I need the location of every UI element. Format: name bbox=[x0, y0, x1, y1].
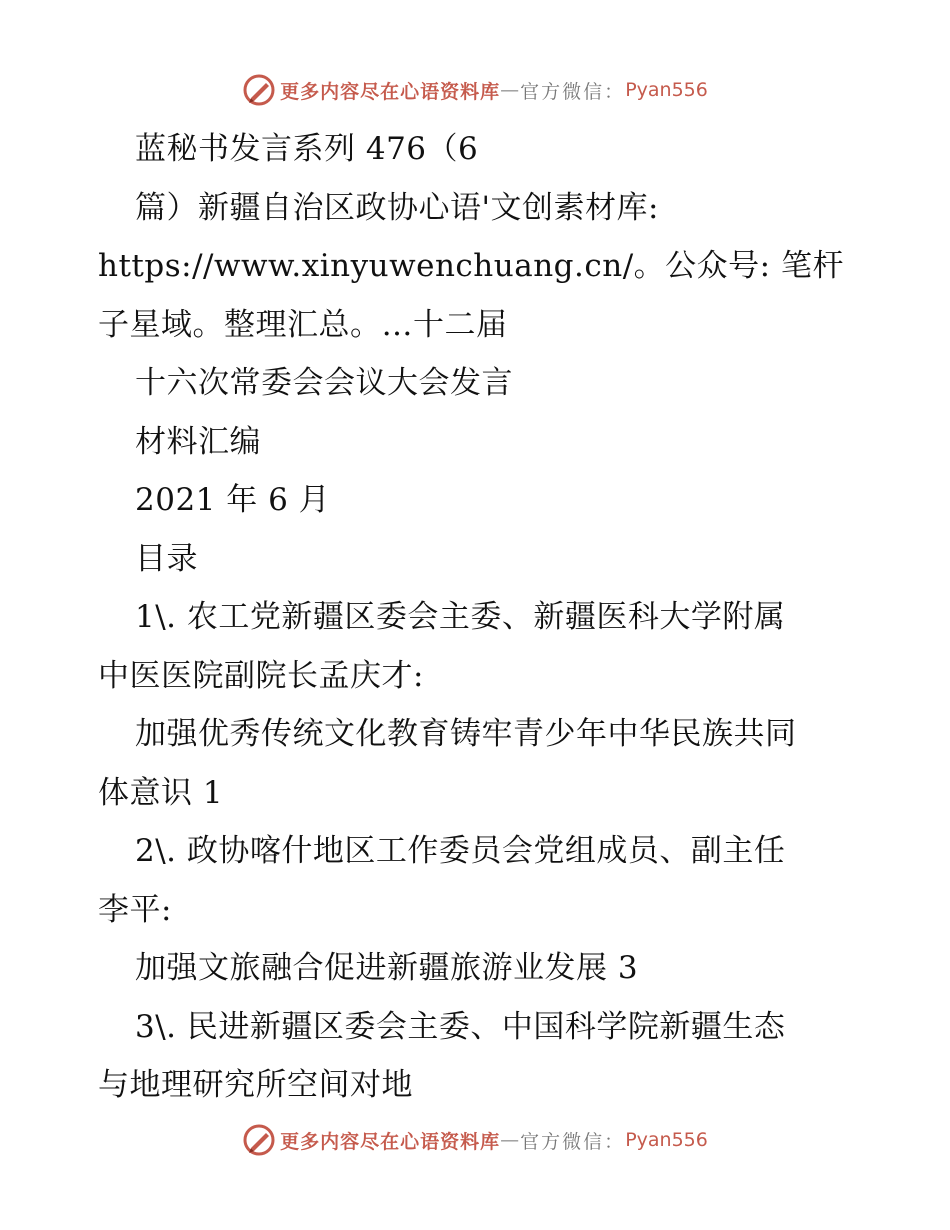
doc-line: 篇）新疆自治区政协心语'文创素材库: bbox=[135, 189, 659, 226]
banner-wechat-id: Pyan556 bbox=[625, 1129, 708, 1151]
doc-line: 蓝秘书发言系列 476（6 bbox=[135, 131, 479, 167]
doc-line: 3\. 民进新疆区委会主委、中国科学院新疆生态 bbox=[135, 1008, 786, 1045]
pen-logo-icon bbox=[242, 1123, 276, 1157]
doc-line: 与地理研究所空间对地 bbox=[98, 1067, 413, 1103]
banner-dash: — bbox=[500, 79, 521, 101]
doc-line: 材料汇编 bbox=[135, 423, 261, 460]
doc-line: 加强优秀传统文化教育铸牢青少年中华民族共同 bbox=[135, 716, 797, 752]
doc-line: 加强文旅融合促进新疆旅游业发展 3 bbox=[135, 950, 639, 986]
banner-wechat-label: 官方微信： bbox=[520, 80, 626, 103]
banner-main-text: 更多内容尽在心语资料库 bbox=[280, 80, 501, 103]
banner-wechat-id: Pyan556 bbox=[625, 79, 708, 101]
document-body bbox=[98, 120, 858, 1115]
doc-line: 体意识 1 bbox=[98, 774, 224, 811]
footer-banner bbox=[0, 1120, 950, 1160]
doc-line: 十六次常委会会议大会发言 bbox=[135, 365, 513, 401]
pen-logo-icon bbox=[242, 73, 276, 107]
doc-line: https://www.xinyuwenchuang.cn/。公众号: 笔杆 bbox=[98, 248, 844, 284]
doc-line: 中医医院副院长孟庆才: bbox=[98, 657, 424, 694]
doc-line: 1\. 农工党新疆区委会主委、新疆医科大学附属 bbox=[135, 599, 786, 635]
doc-line: 子星域。整理汇总。…十二届 bbox=[98, 306, 508, 343]
banner-wechat-label: 官方微信： bbox=[520, 1130, 626, 1153]
doc-line: 目录 bbox=[135, 540, 198, 577]
banner-main-text: 更多内容尽在心语资料库 bbox=[280, 1130, 501, 1153]
banner-dash: — bbox=[500, 1129, 521, 1151]
header-banner bbox=[0, 70, 950, 110]
doc-line: 李平: bbox=[98, 891, 172, 928]
doc-line: 2021 年 6 月 bbox=[135, 482, 331, 518]
doc-line: 2\. 政协喀什地区工作委员会党组成员、副主任 bbox=[135, 833, 786, 869]
